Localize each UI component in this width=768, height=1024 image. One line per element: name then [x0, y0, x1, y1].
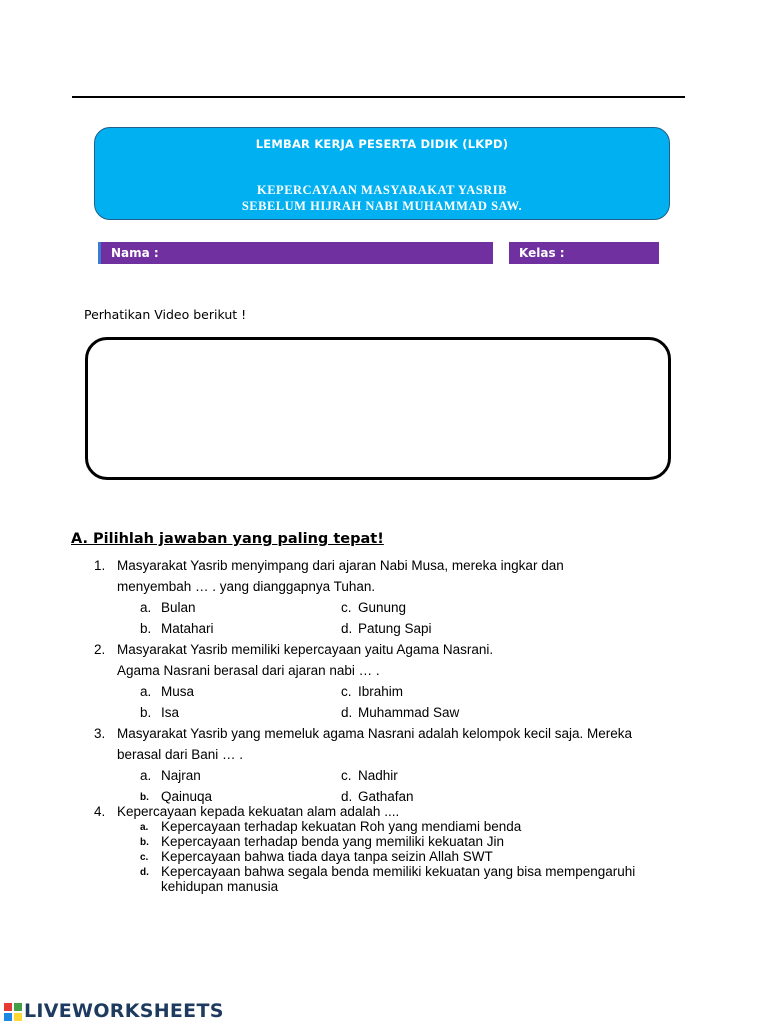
option-text: Ibrahim [358, 684, 404, 699]
question-number: 1. [94, 558, 106, 573]
question-text: Kepercayaan kepada kekuatan alam adalah .... [117, 804, 400, 819]
question-text: Masyarakat Yasrib menyimpang dari ajaran Nabi Musa, mereka ingkar dan [117, 558, 564, 573]
worksheet-subtitle-line2: SEBELUM HIJRAH NABI MUHAMMAD SAW. [241, 199, 523, 213]
option-text-continued: kehidupan manusia [161, 879, 279, 894]
option-letter: c. [341, 768, 352, 783]
option-letter: a. [140, 684, 152, 699]
option-letter: b. [140, 621, 152, 636]
option-text: Muhammad Saw [358, 705, 460, 720]
name-label: Nama : [111, 246, 159, 260]
option-text: Patung Sapi [358, 621, 432, 636]
option-text: Isa [161, 705, 180, 720]
option-text: Qainuqa [161, 789, 213, 804]
option-text: Matahari [161, 621, 214, 636]
option-text: Nadhir [358, 768, 398, 783]
option-letter: d. [341, 789, 353, 804]
section-title: A. Pilihlah jawaban yang paling tepat! [71, 531, 384, 547]
option-text: Gathafan [358, 789, 414, 804]
option-letter: b. [140, 792, 149, 803]
option-letter: a. [140, 822, 149, 833]
question-text: Masyarakat Yasrib memiliki kepercayaan yaitu Agama Nasrani. [117, 642, 494, 657]
name-field[interactable] [98, 242, 493, 264]
option-letter: a. [140, 600, 152, 615]
option-letter: c. [341, 600, 352, 615]
option-letter: c. [341, 684, 352, 699]
class-label: Kelas : [519, 246, 565, 260]
worksheet-subtitle-line1: KEPERCAYAAN MASYARAKAT YASRIB [257, 183, 507, 197]
video-instruction: Perhatikan Video berikut ! [84, 307, 247, 322]
logo-text: LIVEWORKSHEETS [24, 1000, 224, 1022]
question-text: Masyarakat Yasrib yang memeluk agama Nasrani adalah kelompok kecil saja. Mereka [117, 726, 632, 741]
question-number: 3. [94, 726, 106, 741]
option-text: Kepercayaan bahwa segala benda memiliki kekuatan yang bisa mempengaruhi [161, 864, 636, 879]
option-text: Musa [161, 684, 195, 699]
question-text: berasal dari Bani … . [117, 747, 244, 762]
question-text: Agama Nasrani berasal dari ajaran nabi … . [117, 663, 380, 678]
option-text: Najran [161, 768, 201, 783]
option-text: Kepercayaan terhadap kekuatan Roh yang mendiami benda [161, 819, 522, 834]
option-letter: d. [341, 621, 353, 636]
option-letter: a. [140, 768, 152, 783]
class-field[interactable] [509, 242, 659, 264]
header-box [94, 127, 670, 220]
option-text: Gunung [358, 600, 407, 615]
liveworksheets-icon [4, 1003, 22, 1021]
video-placeholder[interactable] [85, 337, 671, 480]
option-text: Kepercayaan terhadap benda yang memiliki kekuatan Jin [161, 834, 504, 849]
option-letter: b. [140, 837, 149, 848]
question-text: menyembah … . yang dianggapnya Tuhan. [117, 579, 376, 594]
option-letter: d. [341, 705, 353, 720]
option-letter: d. [140, 867, 149, 878]
question-number: 2. [94, 642, 106, 657]
top-rule [72, 96, 685, 98]
option-letter: b. [140, 705, 152, 720]
worksheet-title: LEMBAR KERJA PESERTA DIDIK (LKPD) [255, 137, 509, 151]
option-letter: c. [140, 852, 149, 863]
question-number: 4. [94, 804, 106, 819]
option-text: Bulan [161, 600, 196, 615]
option-text: Kepercayaan bahwa tiada daya tanpa seizin Allah SWT [161, 849, 493, 864]
